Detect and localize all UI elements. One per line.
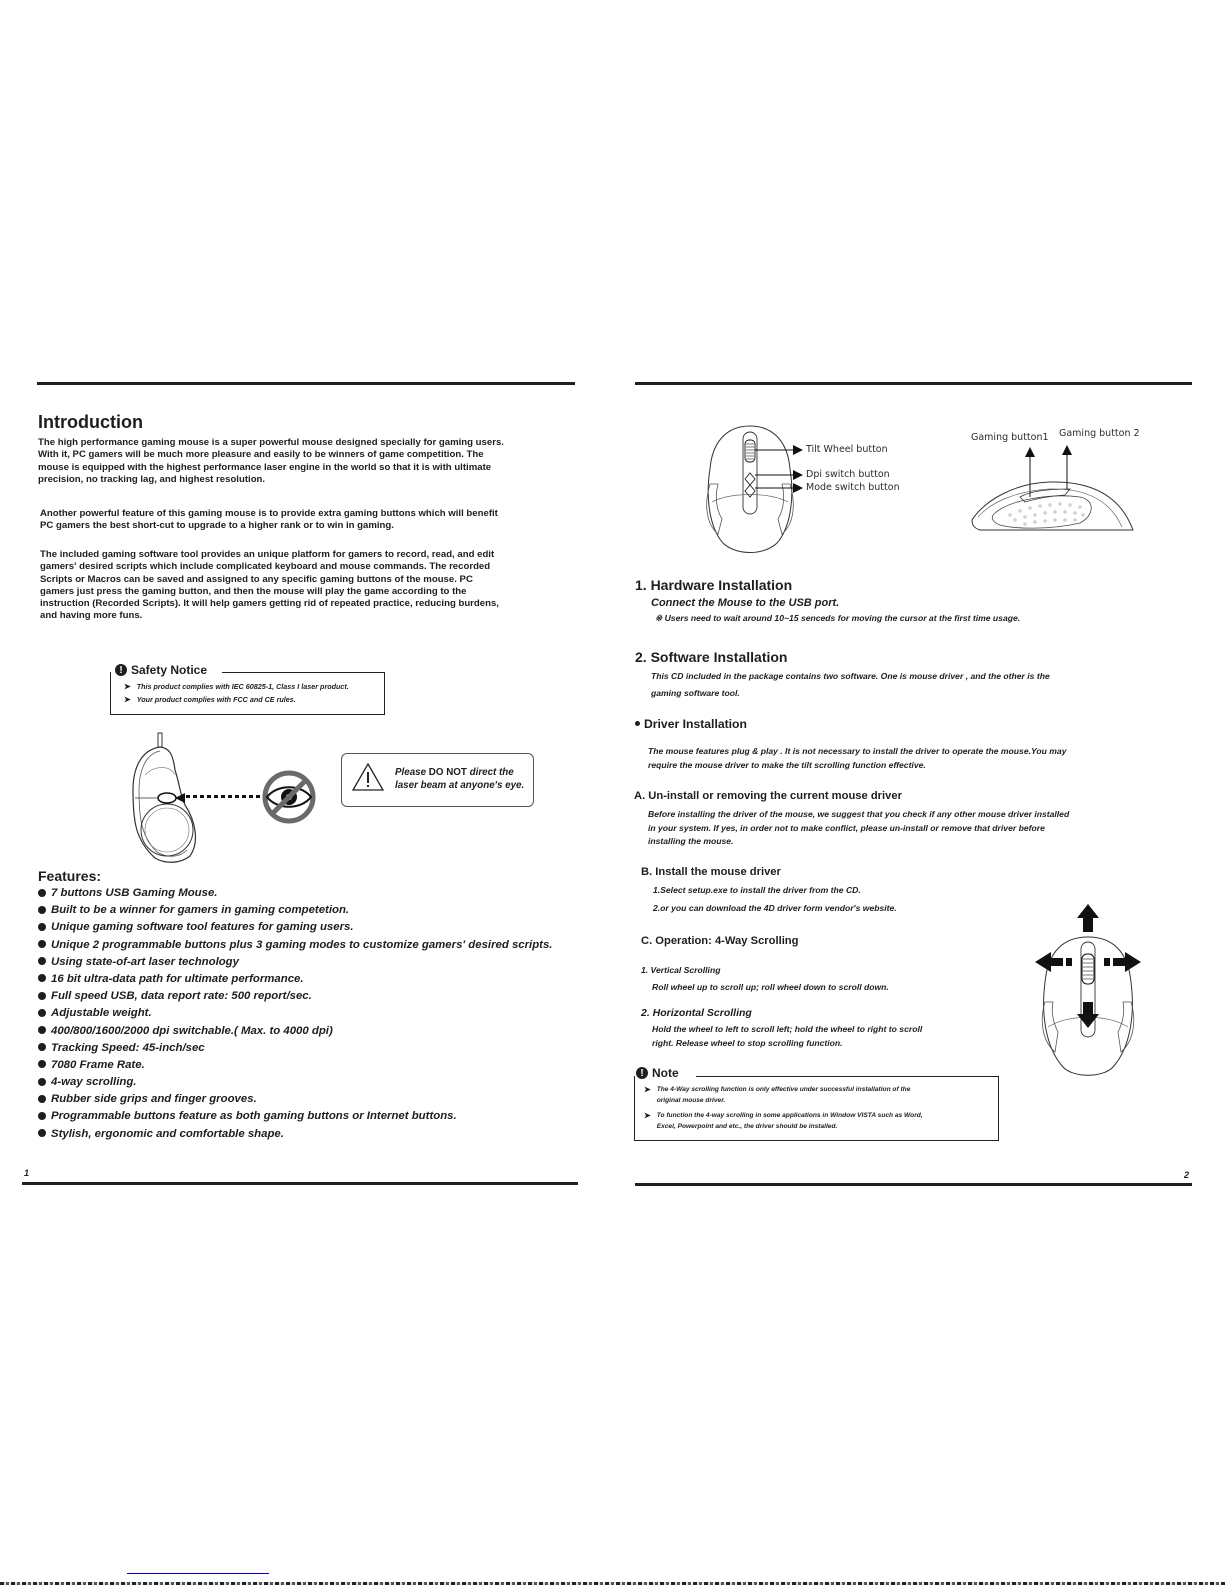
bullet-icon — [38, 923, 46, 931]
notice-text: Your product complies with FCC and CE rules. — [136, 695, 296, 704]
feature-text: 4-way scrolling. — [51, 1076, 137, 1089]
text-line: With it, PC gamers will be much more pleasure and easily to be winners of game competition. The — [38, 449, 484, 461]
label-mode-switch-button: Mode switch button — [806, 482, 900, 493]
laser-warning-text — [395, 766, 524, 792]
feature-item — [38, 1091, 552, 1108]
page1-top-rule — [37, 382, 575, 385]
intro-paragraph-1 — [38, 437, 504, 486]
feature-text: Unique gaming software tool features for gaming users. — [51, 921, 354, 934]
text-line: and having more funs. — [40, 610, 143, 622]
warning-text-strong: DO NOT — [428, 767, 467, 778]
text-line: 2.or you can download the 4D driver form vendor's website. — [653, 902, 897, 913]
software-installation-title: 2. Software Installation — [635, 649, 788, 665]
feature-item — [38, 885, 552, 902]
hardware-installation-note: ※ Users need to wait around 10~15 senceds for moving the cursor at the first time usage. — [655, 613, 1021, 623]
feature-text: Built to be a winner for gamers in gaming competetion. — [51, 904, 350, 917]
hardware-installation-title: 1. Hardware Installation — [635, 577, 793, 593]
arrow-bullet-icon: ➤ — [644, 1085, 651, 1094]
note-item — [644, 1110, 923, 1132]
driver-title-text: Driver Installation — [644, 717, 747, 731]
text-line: PC gamers the best short-cut to upgrade to a higher rank or to win in gaming. — [40, 520, 394, 532]
bullet-icon — [38, 1095, 46, 1103]
feature-item — [38, 902, 552, 919]
intro-paragraph-3 — [40, 549, 499, 623]
feature-text: 400/800/1600/2000 dpi switchable.( Max. to 4000 dpi) — [51, 1024, 333, 1037]
section-a-text — [648, 808, 1069, 849]
features-title: Features: — [38, 868, 102, 884]
feature-text: Tracking Speed: 45-inch/sec — [51, 1041, 205, 1054]
text-line: gamers just press the gaming button, and then the mouse will play the game according to the — [40, 585, 467, 597]
bullet-icon — [38, 906, 46, 914]
bullet-icon — [38, 1043, 46, 1051]
page-number-2: 2 — [1184, 1170, 1190, 1180]
text-line: Before installing the driver of the mouse, we suggest that you check if any other mouse driver installed — [648, 809, 1070, 819]
section-c-title: C. Operation: 4-Way Scrolling — [641, 935, 799, 947]
vertical-scrolling-text: Roll wheel up to scroll up; roll wheel down to scroll down. — [652, 982, 889, 992]
text-line: 1.Select setup.exe to install the driver from the CD. — [653, 885, 861, 895]
link-underline[interactable] — [127, 1573, 269, 1574]
intro-title: Introduction — [38, 412, 143, 432]
driver-installation-text — [648, 744, 1067, 772]
note-items — [644, 1084, 923, 1132]
vertical-scrolling-title: 1. Vertical Scrolling — [641, 965, 721, 975]
bullet-icon — [38, 992, 46, 1000]
safety-notice-top-line — [222, 672, 384, 673]
text-line: precision, no tracking lag, and highest resolution. — [38, 473, 266, 485]
text-line: This CD included in the package contains two software. One is mouse driver , and the other is the — [651, 671, 1050, 681]
safety-notice-items — [124, 682, 349, 708]
feature-item — [38, 1108, 552, 1125]
feature-text: 16 bit ultra-data path for ultimate performance. — [51, 972, 304, 985]
bullet-icon — [38, 940, 46, 948]
feature-item — [38, 1040, 552, 1057]
notice-text: This product complies with IEC 60825-1, Class I laser product. — [136, 682, 349, 691]
mouse-side-view-illustration — [970, 445, 1140, 535]
text-line: require the mouse driver to make the tilt scrolling function effective. — [648, 760, 926, 770]
software-installation-text — [651, 668, 1050, 702]
warning-line-1 — [395, 766, 524, 779]
bullet-icon — [38, 974, 46, 982]
feature-text: 7 buttons USB Gaming Mouse. — [51, 887, 218, 899]
horizontal-scrolling-text — [652, 1022, 922, 1050]
arrow-bullet-icon: ➤ — [124, 695, 131, 704]
text-line: original mouse driver. — [656, 1097, 726, 1104]
callout-arrows — [755, 440, 805, 500]
hardware-installation-subtitle: Connect the Mouse to the USB port. — [651, 597, 840, 609]
text-line: Another powerful feature of this gaming mouse is to provide extra gaming buttons which will benefit — [40, 508, 498, 519]
feature-text: Rubber side grips and finger grooves. — [51, 1093, 257, 1106]
warning-text-line2: laser beam at anyone's eye. — [395, 780, 525, 791]
no-eye-icon — [262, 770, 316, 824]
note-label: Note — [652, 1066, 679, 1080]
feature-text: Using state-of-art laser technology — [51, 955, 239, 968]
note-text — [657, 1110, 923, 1132]
feature-text: Full speed USB, data report rate: 500 report/sec. — [51, 990, 312, 1003]
feature-item — [38, 1005, 552, 1022]
bullet-icon — [38, 1060, 46, 1068]
feature-text: Programmable buttons feature as both gaming buttons or Internet buttons. — [51, 1110, 457, 1123]
feature-item — [38, 988, 552, 1005]
note-title — [636, 1066, 685, 1080]
feature-text: Stylish, ergonomic and comfortable shape. — [51, 1127, 284, 1140]
feature-text: Adjustable weight. — [51, 1007, 152, 1020]
bullet-icon — [38, 1129, 46, 1137]
laser-beam-dots — [186, 795, 268, 798]
feature-text: Unique 2 programmable buttons plus 3 gaming modes to customize gamers' desired scripts. — [51, 938, 553, 951]
warning-line-2 — [395, 779, 524, 792]
safety-notice-label: Safety Notice — [131, 663, 208, 677]
page1-bottom-rule — [22, 1182, 578, 1185]
horizontal-scrolling-title: 2. Horizontal Scrolling — [641, 1007, 752, 1019]
text-line: The high performance gaming mouse is a super powerful mouse designed specially for gaming users. — [38, 437, 504, 448]
text-line: Hold the wheel to left to scroll left; hold the wheel to right to scroll — [652, 1024, 923, 1034]
safety-notice-title — [115, 663, 213, 677]
text-line: Excel, Powerpoint and etc., the driver should be installed. — [656, 1123, 838, 1130]
feature-item — [38, 1126, 552, 1143]
feature-item — [38, 954, 552, 971]
note-top-line — [696, 1076, 998, 1077]
bullet-icon — [38, 889, 46, 897]
text-line: gamers' desired scripts which include complicated keyboard and mouse commands. The recorded — [40, 561, 491, 573]
page2-bottom-rule — [635, 1183, 1192, 1186]
warning-triangle-icon — [351, 762, 385, 792]
bullet-icon — [38, 1078, 46, 1086]
feature-item — [38, 1057, 552, 1074]
bullet-icon — [635, 721, 640, 726]
text-line: instruction (Recorded Scripts). It will help gamers getting rid of repeated practice, reducing burdens, — [40, 598, 499, 610]
bullet-icon — [38, 957, 46, 965]
text-line: right. Release wheel to stop scrolling function. — [652, 1038, 843, 1048]
arrow-bullet-icon: ➤ — [124, 682, 131, 691]
section-b-text — [653, 882, 897, 917]
text-line: mouse is equipped with the highest performance laser engine in the world so that it is with ultimate — [38, 461, 492, 473]
four-way-scroll-illustration — [1033, 902, 1143, 1082]
safety-notice-item — [124, 695, 349, 708]
bullet-icon — [38, 1009, 46, 1017]
warning-text-post: direct the — [466, 767, 514, 778]
feature-text: 7080 Frame Rate. — [51, 1058, 145, 1071]
safety-notice-item — [124, 682, 349, 695]
label-tilt-wheel-button: Tilt Wheel button — [806, 444, 888, 455]
page-number-1: 1 — [24, 1168, 30, 1178]
text-line: installing the mouse. — [648, 836, 734, 847]
feature-item — [38, 1074, 552, 1091]
features-list — [38, 885, 552, 1143]
note-text — [657, 1084, 911, 1106]
label-gaming-button-2: Gaming button 2 — [1059, 428, 1140, 439]
exclamation-circle-icon: ! — [115, 664, 127, 676]
arrow-bullet-icon: ➤ — [644, 1111, 651, 1120]
text-line: The included gaming software tool provides an unique platform for gamers to record, read, and edit — [40, 549, 495, 560]
text-line: gaming software tool. — [651, 688, 740, 698]
label-gaming-button-1: Gaming button1 — [971, 432, 1049, 443]
exclamation-circle-icon: ! — [636, 1067, 648, 1079]
text-line: in your system. If yes, in order not to make conflict, please un-install or remove that driver before — [648, 822, 1045, 833]
text-line: Scripts or Macros can be saved and assigned to any specific gaming buttons of the mouse. PC — [40, 573, 473, 585]
feature-item — [38, 937, 552, 954]
warning-text-pre: Please — [395, 767, 429, 778]
intro-paragraph-2 — [40, 508, 498, 533]
section-b-title: B. Install the mouse driver — [641, 866, 781, 878]
feature-item — [38, 919, 552, 936]
feature-item — [38, 1023, 552, 1040]
page2-top-rule — [635, 382, 1192, 385]
text-line: The mouse features plug & play . It is not necessary to install the driver to operate the mouse.You may — [648, 746, 1067, 756]
text-line: The 4-Way scrolling function is only effective under successful installation of the — [656, 1086, 911, 1093]
feature-item — [38, 971, 552, 988]
section-a-title: A. Un-install or removing the current mouse driver — [634, 790, 902, 802]
text-line: To function the 4-way scrolling in some applications in Window VISTA such as Word, — [656, 1112, 923, 1119]
driver-installation-title — [635, 717, 747, 731]
bullet-icon — [38, 1112, 46, 1120]
note-item — [644, 1084, 923, 1106]
bullet-icon — [38, 1026, 46, 1034]
label-dpi-switch-button: Dpi switch button — [806, 469, 890, 480]
